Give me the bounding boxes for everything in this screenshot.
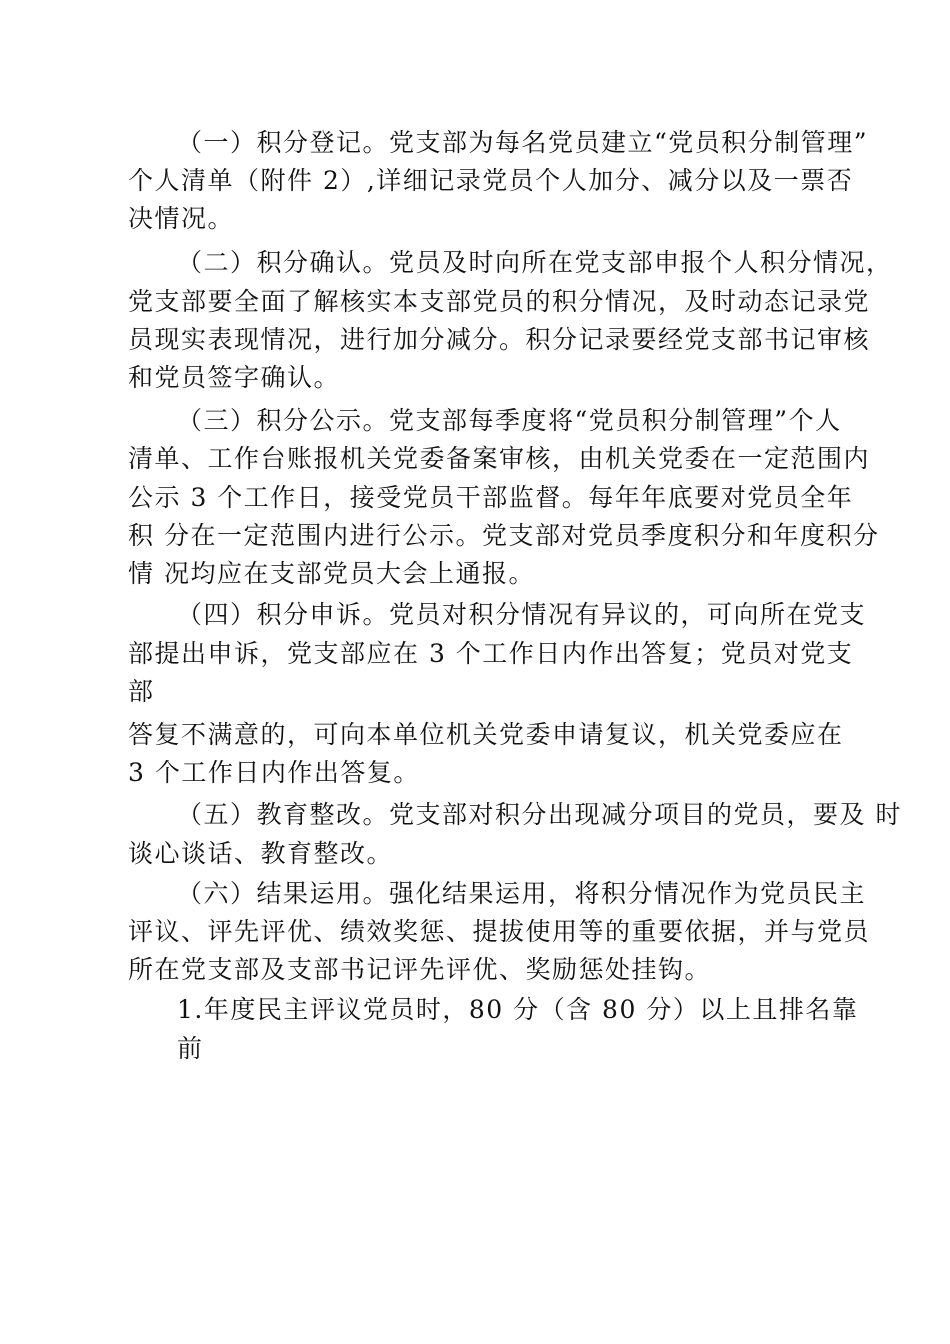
para-1-line-2: 个人清单（附件 2）,详细记录党员个人加分、减分以及一票否 (128, 166, 854, 195)
para-1-line-1: （一）积分登记。党支部为每名党员建立“党员积分制管理” (177, 128, 869, 157)
para-6-line-1: （六）结果运用。强化结果运用，将积分情况作为党员民主 (177, 879, 867, 908)
para-3-line-4: 积 分在一定范围内进行公示。党支部对党员季度积分和年度积分 (128, 521, 880, 550)
para-2-line-4: 和党员签字确认。 (128, 363, 341, 392)
para-4-line-2: 部提出申诉，党支部应在 3 个工作日内作出答复；党员对党支 (128, 639, 854, 668)
para-6-line-3: 所在党支部及支部书记评先评优、奖励惩处挂钩。 (128, 955, 712, 984)
item-1-line-2: 前 (177, 1034, 204, 1063)
para-6-line-2: 评议、评先评优、绩效奖惩、提拔使用等的重要依据，并与党员 (128, 917, 871, 946)
para-5-line-1: （五）教育整改。党支部对积分出现减分项目的党员，要及 时 (177, 800, 902, 829)
para-4-line-5: 3 个工作日内作出答复。 (128, 758, 420, 787)
para-3-line-1: （三）积分公示。党支部每季度将“党员积分制管理”个人 (177, 406, 842, 435)
para-4-line-4: 答复不满意的，可向本单位机关党委申请复议，机关党委应在 (128, 720, 844, 749)
para-2-line-3: 员现实表现情况，进行加分减分。积分记录要经党支部书记审核 (128, 325, 871, 354)
item-1-line-1: 1.年度民主评议党员时，80 分（含 80 分）以上且排名靠 (177, 995, 859, 1024)
para-4-line-1: （四）积分申诉。党员对积分情况有异议的，可向所在党支 (177, 600, 867, 629)
para-3-line-2: 清单、工作台账报机关党委备案审核，由机关党委在一定范围内 (128, 444, 871, 473)
para-3-line-5: 情 况均应在支部党员大会上通报。 (128, 559, 535, 588)
para-3-line-3: 公示 3 个工作日，接受党员干部监督。每年年底要对党员全年 (128, 483, 854, 512)
para-5-line-2: 谈心谈话、教育整改。 (128, 839, 394, 868)
para-4-line-3: 部 (128, 677, 155, 706)
para-2-line-2: 党支部要全面了解核实本支部党员的积分情况，及时动态记录党 (128, 287, 871, 316)
para-1-line-3: 决情况。 (128, 204, 235, 233)
para-2-line-1: （二）积分确认。党员及时向所在党支部申报个人积分情况， (177, 248, 893, 277)
